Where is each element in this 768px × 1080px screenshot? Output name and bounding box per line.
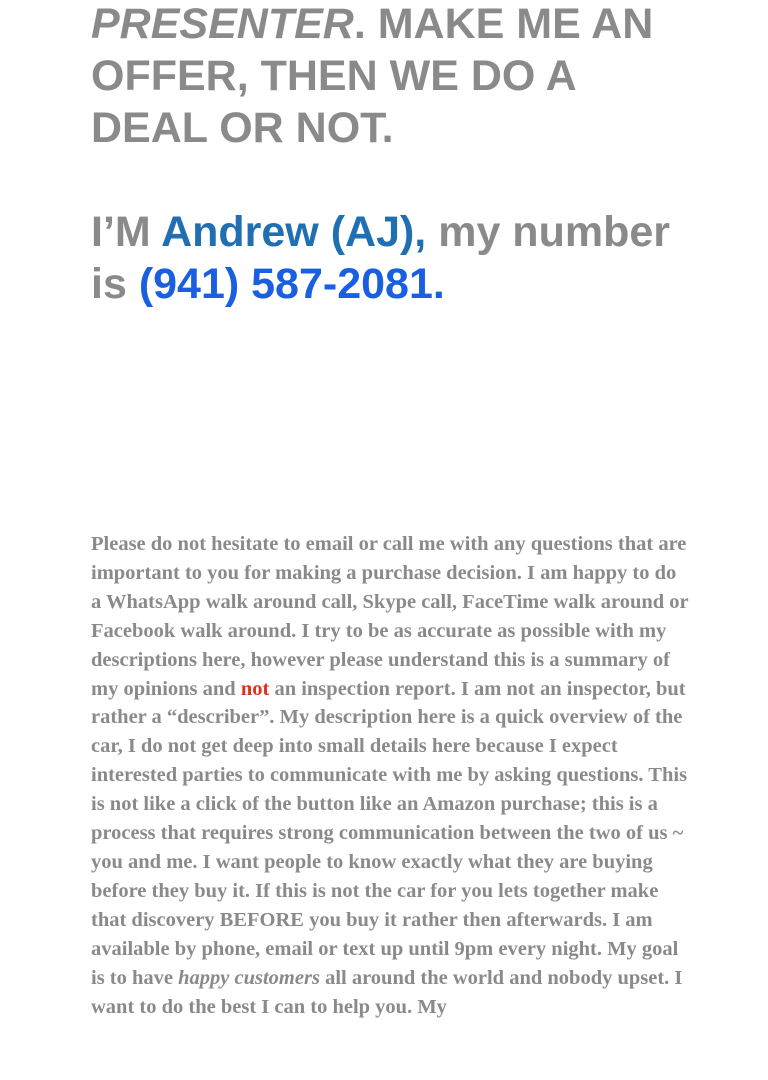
- intro-middle: my number is: [91, 208, 670, 308]
- emphasis-not: not: [240, 677, 270, 700]
- offer-heading-rest: . MAKE ME AN OFFER, THEN WE DO A DEAL OR NOT.: [91, 0, 654, 152]
- offer-heading: [91, 0, 691, 154]
- body-part-3: all around the world and nobody upset. I want to do the best I can to help you. My: [91, 966, 683, 1018]
- presenter-word: PRESENTER: [91, 0, 354, 48]
- phone-number-link[interactable]: (941) 587-2081.: [138, 260, 445, 308]
- intro-heading: [91, 206, 691, 310]
- body-part-2: an inspection report. I am not an inspector, but rather a “describer”. My description here is a quick overview of the car, I do not get deep into small details here because I expect interested parties to communicate with me by asking questions. This is not like a click of the button like an Amazon purchase; this is a process that requires strong communication between the two of us ~ you and me. I want people to know exactly what they are buying before they buy it. If this is not the car for you lets together make that discovery BEFORE you buy it rather then afterwards. I am available by phone, email or text up until 9pm every night. My goal is to have: [91, 677, 688, 989]
- intro-prefix: I’M: [91, 208, 162, 256]
- seller-name: Andrew (AJ),: [161, 208, 427, 256]
- happy-customers-italic: happy customers: [178, 966, 320, 989]
- body-part-1: Please do not hesitate to email or call me with any questions that are important to you for making a purchase decision. I am happy to do a WhatsApp walk around call, Skype call, FaceTime walk around or Facebook walk around. I try to be as accurate as possible with my descriptions here, however please understand this is a summary of my opinions and: [91, 533, 689, 700]
- body-paragraph: [91, 530, 691, 1021]
- document-page: [91, 0, 691, 310]
